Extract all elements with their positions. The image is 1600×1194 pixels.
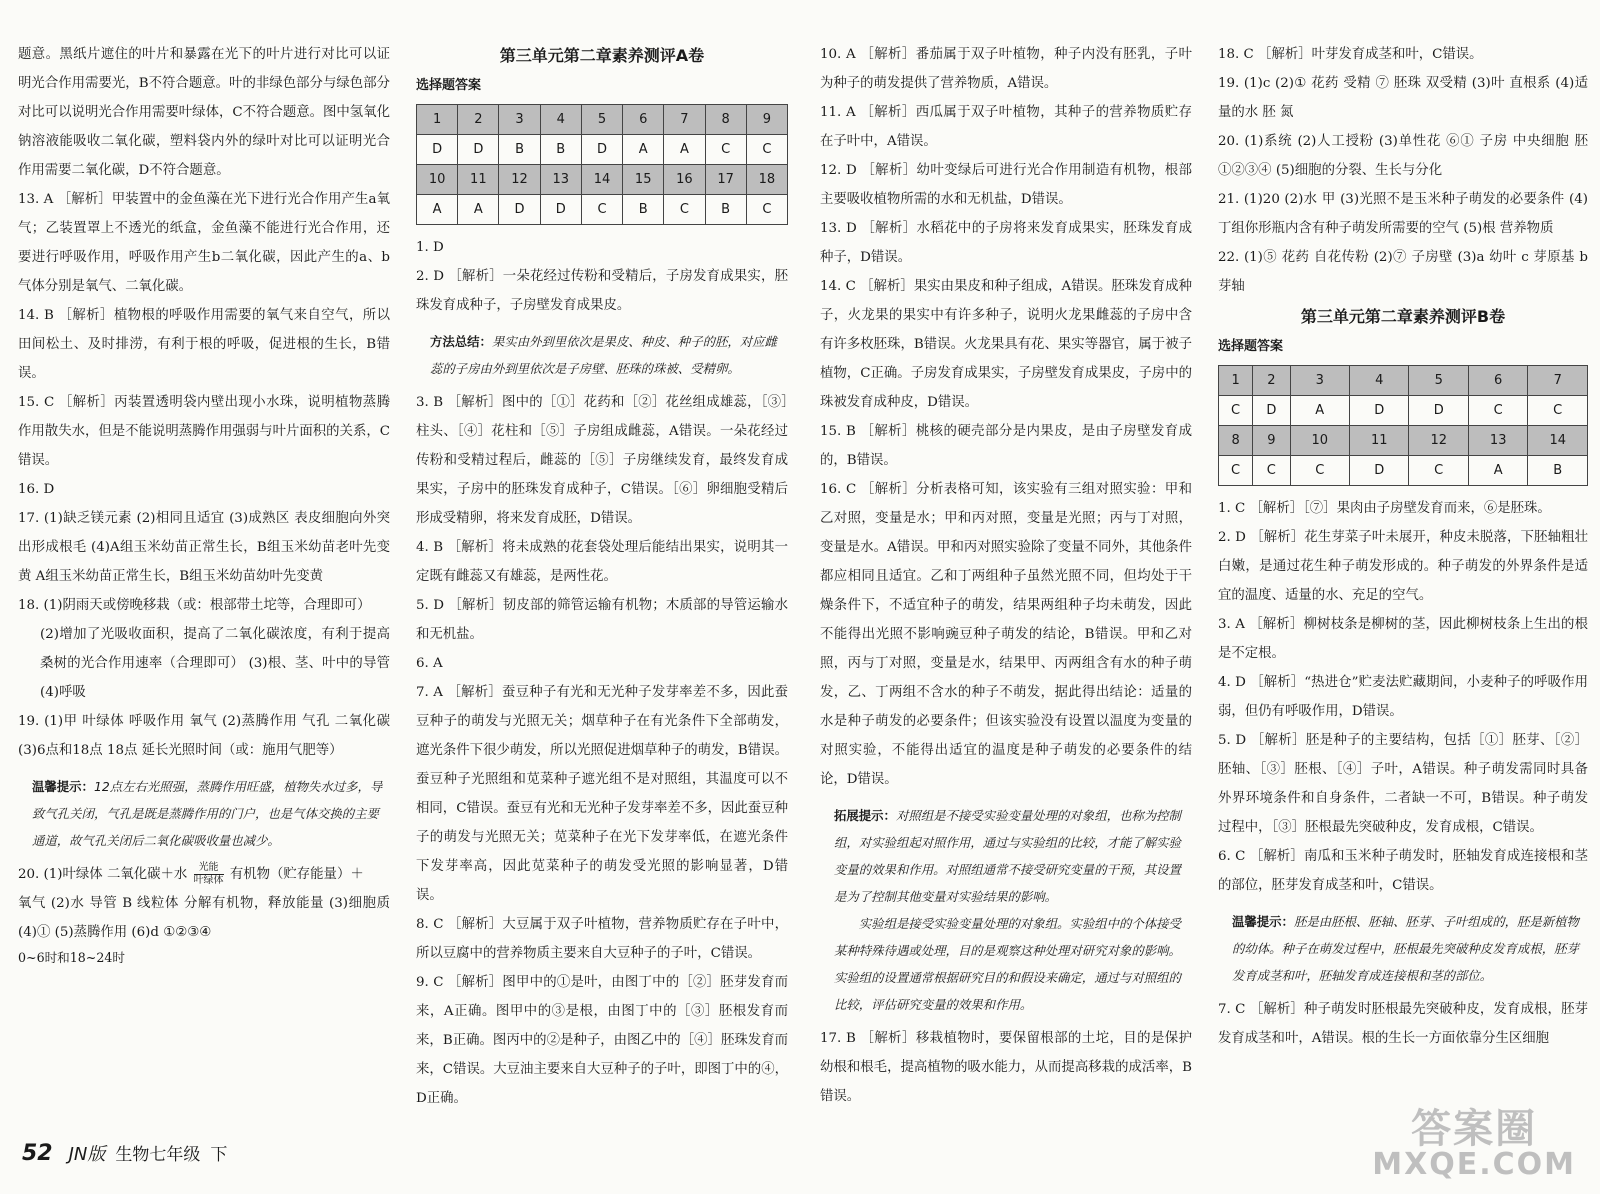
question-number-cell: 2 (458, 105, 499, 135)
answer-cell: D (1253, 396, 1290, 426)
arrow-condition-top: 光能 (194, 862, 224, 875)
answer-item: 10. A ［解析］番茄属于双子叶植物，种子内没有胚乳，子叶为种子的萌发提供了营养物质，A错误。 (820, 47, 1192, 91)
tip-box (1218, 908, 1588, 989)
edition-label: JN版 (68, 1144, 106, 1165)
answer-item: 18. (1)阴雨天或傍晚移栽（或：根部带土坨等，合理即可） (18, 598, 371, 613)
question-number-cell: 10 (1290, 426, 1349, 456)
answer-item: 6. C ［解析］南瓜和玉米种子萌发时，胚轴发育成连接根和茎的部位，胚芽发育成茎和叶，C错误。 (1218, 849, 1588, 893)
answer-item: 6. A (416, 656, 443, 671)
answer-cell: D (1349, 396, 1408, 426)
answer-cell: B (499, 135, 540, 165)
answer-cell: C (705, 135, 746, 165)
answer-cell: B (1528, 456, 1588, 486)
answer-cell: C (581, 195, 622, 225)
watermark-text: 答案圈 (1411, 1106, 1538, 1152)
page-number: 52 (22, 1141, 53, 1166)
page-footer (22, 1140, 227, 1166)
question-number-cell: 6 (623, 105, 664, 135)
question-number-cell: 1 (417, 105, 458, 135)
equation-right: 有机物（贮存能量）＋ (229, 867, 364, 882)
question-number-cell: 17 (705, 165, 746, 195)
question-number-cell: 11 (1349, 426, 1408, 456)
question-number-cell: 18 (746, 165, 787, 195)
answer-item: 3. A ［解析］柳树枝条是柳树的茎，因此柳树枝条上生出的根是不定根。 (1218, 617, 1588, 661)
answer-item: 17. (1)缺乏镁元素 (2)相同且适宜 (3)成熟区 表皮细胞向外突出形成根毛 (4)A组玉米幼苗正常生长，B组玉米幼苗老叶先变黄 A组玉米幼苗正常生长，B组玉米幼苗幼叶先变黄 (18, 511, 390, 584)
tip-title: 方法总结： (430, 334, 492, 349)
answer-item: (2)增加了光吸收面积，提高了二氧化碳浓度，有利于提高桑树的光合作用速率（合理即可） (3)根、茎、叶中的导管 (4)呼吸 (40, 627, 390, 700)
answer-item: 3. B ［解析］图中的［①］花药和［②］花丝组成雄蕊，［③］柱头、［④］花柱和［⑤］子房组成雌蕊，A错误。一朵花经过传粉和受精过程后，雌蕊的［⑤］子房继续发育，最终发育成果实，子房中的胚珠发育成种子，C错误。［⑥］卵细胞受精后形成受精卵，将来发育成胚，D错误。 (416, 395, 788, 526)
section-title-b: 第三单元第二章素养测评B卷 (1300, 307, 1506, 326)
answer-item: 18. C ［解析］叶芽发育成茎和叶，C错误。 (1218, 47, 1483, 62)
table-answer-row (417, 135, 788, 165)
question-number-cell: 16 (664, 165, 705, 195)
question-number-cell: 10 (417, 165, 458, 195)
tip-text-2: 实验组是接受实验变量处理的对象组。实验组中的个体接受某种特殊待遇或处理，目的是观察这种处理对研究对象的影响。实验组的设置通常根据研究目的和假设来确定，通过与对照组的比较，评估研究变量的效果和作用。 (834, 916, 1181, 1012)
tip-box (18, 773, 390, 854)
answer-item: 2. D ［解析］一朵花经过传粉和受精后，子房发育成果实，胚珠发育成种子，子房壁发育成果皮。 (416, 269, 788, 313)
answer-item: 22. (1)⑤ 花药 自花传粉 (2)⑦ 子房壁 (3)a 幼叶 c 芽原基 b 芽轴 (1218, 250, 1588, 294)
column-1 (18, 40, 390, 969)
answer-item: 16. C ［解析］分析表格可知，该实验有三组对照实验：甲和乙对照，变量是水；甲和丙对照，变量是光照；丙与丁对照，变量是水。A错误。甲和丙对照实验除了变量不同外，其他条件都应相同且适宜。乙和丁两组种子虽然光照不同，但均处于干燥条件下，不适宜种子的萌发，结果两组种子均未萌发，因此不能得出光照不影响豌豆种子萌发的结论，B错误。甲和乙对照，丙与丁对照，变量是水，结果甲、丙两组含有水的种子萌发，乙、丁两组不含水的种子不萌发，据此得出结论：适量的水是种子萌发的必要条件；但该实验没有设置以温度为变量的对照实验，不能得出适宜的温度是种子萌发的必要条件的结论，D错误。 (820, 482, 1192, 787)
column-3 (820, 40, 1192, 1111)
answer-table-a (416, 104, 788, 225)
column-2 (416, 40, 788, 1113)
question-number-cell: 12 (1409, 426, 1468, 456)
answer-item: 氧气 (2)水 导管 B 线粒体 分解有机物，释放能量 (3)细胞质 (4)① (5)蒸腾作用 (6)d ①②③④ (18, 896, 390, 940)
answer-cell: C (746, 135, 787, 165)
answer-cell: B (540, 135, 581, 165)
answer-cell: D (581, 135, 622, 165)
volume-label: 下 (210, 1145, 228, 1165)
answer-item: 21. (1)20 (2)水 甲 (3)光照不是玉米种子萌发的必要条件 (4)丁组你形瓶内含有种子萌发所需要的空气 (5)根 营养物质 (1218, 192, 1588, 236)
answer-item: 19. (1)甲 叶绿体 呼吸作用 氧气 (2)蒸腾作用 气孔 二氧化碳 (3)6点和18点 18点 延长光照时间（或：施用气肥等） (18, 714, 390, 758)
table-header-row (417, 105, 788, 135)
answer-cell: C (664, 195, 705, 225)
reaction-arrow (194, 862, 224, 887)
watermark-url: MXQE.COM (1372, 1147, 1576, 1182)
answer-cell: D (1349, 456, 1408, 486)
tip-title: 温馨提示： (1232, 914, 1294, 929)
answer-item: 13. A ［解析］甲装置中的金鱼藻在光下进行光合作用产生a氧气；乙装置罩上不透光的纸盒，金鱼藻不能进行光合作用，还要进行呼吸作用，呼吸作用产生b二氧化碳，因此产生的a、b气体分别是氧气、二氧化碳。 (18, 192, 390, 294)
answer-item: 1. C ［解析］［⑦］果肉由子房壁发育而来，⑥是胚珠。 (1218, 501, 1551, 516)
question-number-cell: 13 (540, 165, 581, 195)
answer-item: 5. D ［解析］胚是种子的主要结构，包括［①］胚芽、［②］胚轴、［③］胚根、［④］子叶，A错误。种子萌发需同时具备外界环境条件和自身条件，二者缺一不可，B错误。种子萌发过程中，［③］胚根最先突破种皮，发育成根，C错误。 (1218, 733, 1588, 835)
answer-cell: A (1290, 396, 1349, 426)
section-subtitle: 选择题答案 (1218, 339, 1284, 354)
tip-box (416, 328, 788, 382)
answer-cell: C (1219, 456, 1253, 486)
answer-cell: C (1468, 396, 1527, 426)
question-number-cell: 4 (540, 105, 581, 135)
tip-text: 果实由外到里依次是果皮、种皮、种子的胚，对应雌蕊的子房由外到里依次是子房壁、胚珠的珠被、受精卵。 (430, 334, 777, 376)
answer-cell: A (623, 135, 664, 165)
answer-item-20 (18, 860, 390, 889)
question-number-cell: 2 (1253, 366, 1290, 396)
answer-item: 2. D ［解析］花生芽菜子叶未展开，种皮未脱落，下胚轴粗壮白嫩，是通过花生种子萌发形成的。种子萌发的外界条件是适宜的温度、适量的水、充足的空气。 (1218, 530, 1588, 603)
answer-item: 16. D (18, 482, 55, 497)
question-number-cell: 7 (664, 105, 705, 135)
answer-item: 0~6时和18~24时 (18, 950, 125, 965)
tip-text: 12点左右光照强，蒸腾作用旺盛，植物失水过多，导致气孔关闭，气孔是既是蒸腾作用的门户，也是气体交换的主要通道，故气孔关闭后二氧化碳吸收量也减少。 (32, 779, 383, 848)
table-answer-row (417, 195, 788, 225)
answer-cell: D (499, 195, 540, 225)
answer-cell: D (1409, 396, 1468, 426)
table-answer-row (1219, 396, 1588, 426)
question-number-cell: 14 (1528, 426, 1588, 456)
question-number-cell: 8 (705, 105, 746, 135)
subject-label: 生物七年级 (115, 1145, 201, 1165)
tip-text: 胚是由胚根、胚轴、胚芽、子叶组成的，胚是新植物的幼体。种子在萌发过程中，胚根最先突破种皮发育成根，胚芽发育成茎和叶，胚轴发育成连接根和茎的部位。 (1232, 914, 1579, 983)
answer-table-b (1218, 365, 1588, 486)
table-header-row (417, 165, 788, 195)
table-answer-row (1219, 456, 1588, 486)
answer-item: 14. B ［解析］植物根的呼吸作用需要的氧气来自空气，所以田间松土、及时排涝，有利于根的呼吸，促进根的生长，B错误。 (18, 308, 390, 381)
answer-cell: C (1219, 396, 1253, 426)
answer-cell: B (623, 195, 664, 225)
question-number-cell: 15 (623, 165, 664, 195)
answer-cell: A (664, 135, 705, 165)
question-number-cell: 13 (1468, 426, 1527, 456)
equation-left: 20. (1)叶绿体 二氧化碳＋水 (18, 867, 188, 882)
answer-cell: C (746, 195, 787, 225)
answer-item: 13. D ［解析］水稻花中的子房将来发育成果实，胚珠发育成种子，D错误。 (820, 221, 1192, 265)
column-4 (1218, 40, 1588, 1053)
question-number-cell: 9 (1253, 426, 1290, 456)
tip-text: 对照组是不接受实验变量处理的对象组，也称为控制组，对实验组起对照作用，通过与实验组的比较，才能了解实验变量的效果和作用。对照组通常不接受研究变量的干预，其设置是为了控制其他变量对实验结果的影响。 (834, 808, 1181, 904)
answer-item: 题意。黑纸片遮住的叶片和暴露在光下的叶片进行对比可以证明光合作用需要光，B不符合题意。叶的非绿色部分与绿色部分对比可以说明光合作用需要叶绿体，C不符合题意。图中氢氧化钠溶液能吸收二氧化碳，塑料袋内外的绿叶对比可以证明光合作用需要二氧化碳，D不符合题意。 (18, 47, 390, 178)
answer-item: 7. C ［解析］种子萌发时胚根最先突破种皮，发育成根，胚芽发育成茎和叶，A错误。根的生长一方面依靠分生区细胞 (1218, 1002, 1588, 1046)
answer-item: 1. D (416, 240, 444, 255)
answer-item: 7. A ［解析］蚕豆种子有光和无光种子发芽率差不多，因此蚕豆种子的萌发与光照无关；烟草种子在有光条件下全部萌发，遮光条件下很少萌发，所以光照促进烟草种子的萌发，B错误。蚕豆种子光照组和苋菜种子遮光组不是对照组，其温度可以不相同，C错误。蚕豆有光和无光种子发芽率差不多，因此蚕豆种子的萌发与光照无关；苋菜种子在光下发芽率低，在遮光条件下发芽率高，因此苋菜种子的萌发受光照的影响显著，D错误。 (416, 685, 788, 903)
watermark-logo (1372, 1108, 1576, 1180)
answer-cell: A (417, 195, 458, 225)
answer-item: 9. C ［解析］图甲中的①是叶，由图丁中的［②］胚芽发育而来，A正确。图甲中的③是根，由图丁中的［③］胚根发育而来，B正确。图丙中的②是种子，由图乙中的［④］胚珠发育而来，C错误。大豆油主要来自大豆种子的子叶，即图丁中的④，D正确。 (416, 975, 788, 1106)
tip-box (820, 802, 1192, 1018)
answer-cell: C (1528, 396, 1588, 426)
answer-item: 5. D ［解析］韧皮部的筛管运输有机物；木质部的导管运输水和无机盐。 (416, 598, 788, 642)
answer-cell: D (458, 135, 499, 165)
question-number-cell: 3 (1290, 366, 1349, 396)
question-number-cell: 3 (499, 105, 540, 135)
answer-cell: B (705, 195, 746, 225)
question-number-cell: 1 (1219, 366, 1253, 396)
question-number-cell: 12 (499, 165, 540, 195)
answer-cell: A (1468, 456, 1527, 486)
question-number-cell: 9 (746, 105, 787, 135)
question-number-cell: 14 (581, 165, 622, 195)
answer-item: 15. B ［解析］桃核的硬壳部分是内果皮，是由子房壁发育成的，B错误。 (820, 424, 1192, 468)
question-number-cell: 5 (581, 105, 622, 135)
question-number-cell: 8 (1219, 426, 1253, 456)
table-header-row (1219, 426, 1588, 456)
answer-cell: D (417, 135, 458, 165)
table-header-row (1219, 366, 1588, 396)
answer-cell: C (1253, 456, 1290, 486)
tip-title: 温馨提示： (32, 779, 94, 794)
question-number-cell: 4 (1349, 366, 1408, 396)
answer-cell: D (540, 195, 581, 225)
answer-cell: C (1290, 456, 1349, 486)
answer-item: 19. (1)c (2)① 花药 受精 ⑦ 胚珠 双受精 (3)叶 直根系 (4)适量的水 胚 氮 (1218, 76, 1588, 120)
question-number-cell: 11 (458, 165, 499, 195)
answer-item: 4. D ［解析］“热进仓”贮麦法贮藏期间，小麦种子的呼吸作用弱，但仍有呼吸作用，D错误。 (1218, 675, 1588, 719)
answer-item: 12. D ［解析］幼叶变绿后可进行光合作用制造有机物，根部主要吸收植物所需的水和无机盐，D错误。 (820, 163, 1192, 207)
answer-cell: C (1409, 456, 1468, 486)
answer-item: 20. (1)系统 (2)人工授粉 (3)单性花 ⑥① 子房 中央细胞 胚 ①②③④ (5)细胞的分裂、生长与分化 (1218, 134, 1588, 178)
answer-item: 15. C ［解析］丙装置透明袋内壁出现小水珠，说明植物蒸腾作用散失水，但是不能说明蒸腾作用强弱与叶片面积的关系，C错误。 (18, 395, 390, 468)
arrow-condition-bottom: 叶绿体 (193, 875, 224, 886)
answer-item: 11. A ［解析］西瓜属于双子叶植物，其种子的营养物质贮存在子叶中，A错误。 (820, 105, 1192, 149)
answer-item: 14. C ［解析］果实由果皮和种子组成，A错误。胚珠发育成种子，火龙果的果实中有许多种子，说明火龙果雌蕊的子房中含有许多枚胚珠，B错误。火龙果具有花、果实等器官，属于被子植物，C正确。子房发育成果实，子房壁发育成果皮，子房中的珠被发育成种皮，D错误。 (820, 279, 1192, 410)
question-number-cell: 5 (1409, 366, 1468, 396)
tip-title: 拓展提示： (834, 808, 896, 823)
question-number-cell: 7 (1528, 366, 1588, 396)
question-number-cell: 6 (1468, 366, 1527, 396)
answer-item: 17. B ［解析］移栽植物时，要保留根部的土坨，目的是保护幼根和根毛，提高植物的吸水能力，从而提高移栽的成活率，B错误。 (820, 1031, 1192, 1104)
section-subtitle: 选择题答案 (416, 78, 482, 93)
answer-cell: A (458, 195, 499, 225)
section-title-a: 第三单元第二章素养测评A卷 (499, 46, 705, 65)
answer-item: 4. B ［解析］将未成熟的花套袋处理后能结出果实，说明其一定既有雌蕊又有雄蕊，是两性花。 (416, 540, 788, 584)
answer-item: 8. C ［解析］大豆属于双子叶植物，营养物质贮存在子叶中，所以豆腐中的营养物质主要来自大豆种子的子叶，C错误。 (416, 917, 788, 961)
